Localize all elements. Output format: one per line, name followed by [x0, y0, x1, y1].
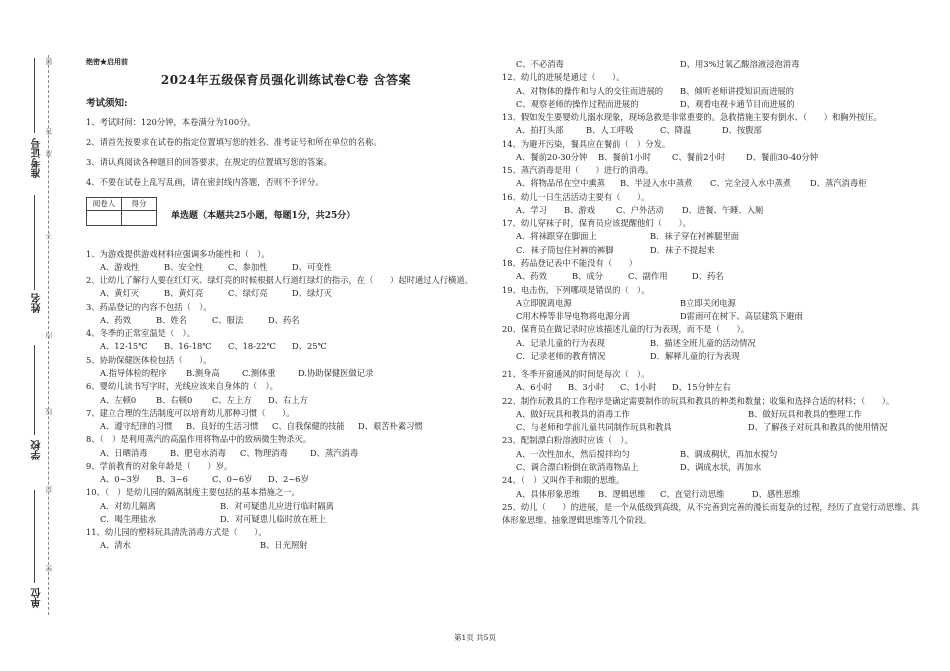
seal-char: 答 — [45, 128, 53, 135]
answer-option[interactable]: D、2~6岁 — [268, 474, 309, 485]
seal-char: 封 — [45, 486, 53, 493]
seal-char: 准 — [45, 150, 53, 157]
secret-mark: 绝密★启用前 — [86, 57, 128, 66]
answer-option[interactable]: C、直觉行动思维 — [660, 488, 725, 499]
question-stem: 9、学前教育的对象年龄是（ ）岁。 — [86, 460, 233, 471]
answer-option[interactable]: B、调成稠状，再加水搅匀 — [680, 448, 778, 459]
notice-item: 1、考试时间：120分钟，本卷满分为100分。 — [86, 116, 256, 127]
question-stem: 22、制作玩教具的工作程序是确定需要制作的玩具和教具的种类和数量；收集和选择合适的材料；（ ）。 — [502, 395, 895, 406]
answer-option[interactable]: C、自我保健的技能 — [272, 421, 345, 432]
field-label-exam-number: 准考证号 — [32, 138, 43, 178]
answer-option[interactable]: D、蒸汽消毒 — [310, 447, 359, 458]
question-stem: 2、让幼儿了解行人要在红灯灭、绿灯亮的时候根据人行道红绿灯的指示，在（ ）起时通过人行横道。 — [86, 275, 473, 286]
answer-option[interactable]: D、绿灯灭 — [292, 288, 332, 299]
answer-option[interactable]: A、遵守纪律的习惯 — [100, 421, 173, 432]
option-row — [516, 230, 927, 243]
page-footer: 第1页 共5页 — [454, 633, 496, 642]
field-label-name: 姓名 — [32, 293, 43, 313]
answer-option[interactable]: C、左上方 — [212, 394, 252, 405]
question-stem: 12、幼儿的进展是通过（ ）。 — [502, 72, 625, 83]
answer-option[interactable]: A、12-15℃ — [100, 341, 148, 352]
answer-option[interactable]: C、户外活动 — [616, 204, 664, 215]
question-stem: 3、药品登记的内容不包括（ ）。 — [86, 301, 212, 312]
answer-option[interactable]: D、按腹部 — [722, 125, 762, 136]
option-row — [516, 85, 927, 98]
answer-option[interactable]: B、餐前1小时 — [598, 151, 651, 162]
option-row — [516, 421, 927, 434]
answer-option[interactable]: D．对可疑患儿临时放在班上 — [220, 513, 327, 524]
option-row — [516, 448, 927, 461]
answer-option[interactable]: B立即关闭电源 — [680, 297, 736, 308]
answer-option[interactable]: A.指导体检的程序 — [100, 368, 167, 379]
seal-char: 密 — [45, 565, 53, 572]
question-stem: 18、药品登记表中不能没有（ ） — [502, 257, 638, 268]
answer-option[interactable]: A、左顿0 — [100, 394, 137, 405]
answer-option[interactable]: D、艰苦朴素习惯 — [358, 421, 423, 432]
left-column — [86, 56, 486, 553]
question-stem: 19、电击伤，下列哪项是错误的（ ）。 — [502, 284, 650, 295]
answer-option[interactable]: A、6小时 — [516, 382, 553, 393]
answer-option[interactable]: D.协助保健医做记录 — [298, 368, 374, 379]
answer-option[interactable]: B、良好的生活习惯 — [186, 421, 259, 432]
answer-option[interactable]: A．对幼儿隔离 — [100, 500, 156, 511]
answer-option[interactable]: C、参加性 — [228, 261, 268, 272]
answer-option[interactable]: A立即脱离电源 — [516, 297, 572, 308]
answer-option[interactable]: C.测体重 — [242, 368, 276, 379]
answer-option[interactable]: B、3~6 — [156, 474, 188, 485]
scorebox-cell[interactable] — [87, 210, 122, 225]
answer-option[interactable]: B、右顿0 — [156, 394, 193, 405]
field-label-unit: 单位 — [32, 588, 43, 608]
option-row — [100, 367, 486, 380]
right-column — [502, 58, 927, 527]
question-stem: 8、（ ）是利用蒸汽的高温作用将物品中的致病微生物杀灭。 — [86, 434, 312, 445]
question-stem: 17、幼儿穿袜子时，保育员应该提醒他们（ ）。 — [502, 218, 691, 229]
question-stem: 11、幼儿园的塑料玩具清洗消毒方式是（ ）。 — [86, 527, 267, 538]
answer-option[interactable]: B、黄灯亮 — [164, 288, 204, 299]
answer-option[interactable]: D雷雨可在树下、高层建筑下避雨 — [680, 311, 803, 322]
question-list-right — [502, 58, 927, 527]
option-row — [516, 124, 927, 137]
option-row — [100, 473, 486, 486]
answer-option[interactable]: C．喝生理盐水 — [100, 513, 157, 524]
option-row — [516, 461, 927, 474]
answer-option[interactable]: D．解释儿童的行为表现 — [650, 350, 740, 361]
answer-option[interactable]: D．袜子不提起来 — [650, 244, 715, 255]
answer-option[interactable]: A、药效 — [516, 271, 547, 282]
answer-option[interactable]: A．记录儿童的行为表现 — [516, 337, 605, 348]
option-row — [100, 513, 486, 526]
answer-option[interactable]: C、餐前2小时 — [672, 151, 726, 162]
question-stem: 10、（ ）是幼儿园的隔离制度主要包括的基本措施之一。 — [86, 487, 300, 498]
option-row — [100, 420, 486, 433]
answer-option[interactable]: D、25℃ — [292, 341, 327, 352]
answer-option[interactable]: C、物理消毒 — [240, 447, 288, 458]
option-row — [516, 177, 927, 190]
section-header — [86, 197, 486, 226]
option-row — [100, 261, 486, 274]
question-stem: 4、冬季的正常室温是（ ）。 — [86, 328, 195, 339]
notice-item: 3、请认真阅读各种题目的回答要求，在规定的位置填写您的答案。 — [86, 157, 332, 168]
answer-option[interactable]: C、18-22℃ — [228, 341, 276, 352]
exam-title: 2024年五级保育员强化训练试卷C卷 含答案 — [160, 73, 412, 88]
answer-option[interactable]: B．对可疑患儿应进行临时隔离 — [220, 500, 334, 511]
question-list-left — [86, 248, 486, 553]
option-row — [516, 488, 927, 501]
answer-option[interactable]: C、服法 — [212, 314, 244, 325]
option-row — [516, 310, 927, 323]
answer-option[interactable]: A、清水 — [100, 540, 131, 551]
question-stem: 5、协助保健医体检包括（ ）。 — [86, 354, 212, 365]
answer-option[interactable]: B、肥皂水消毒 — [170, 447, 226, 458]
scorebox-score: 得分 — [122, 197, 157, 210]
question-stem: 24、（ ）又叫作手和眼的思维。 — [502, 475, 625, 486]
answer-option[interactable]: C、调合漂白粉倒在欲消毒物品上 — [516, 461, 639, 472]
answer-option[interactable]: B．描述全班儿童的活动情况 — [650, 337, 756, 348]
answer-option[interactable]: D、15分钟左右 — [672, 382, 731, 393]
answer-option[interactable]: D、可变性 — [292, 261, 332, 272]
option-row — [100, 314, 486, 327]
answer-option[interactable]: A、学习 — [516, 204, 547, 215]
question-stem: 13、假如发生要婴幼儿溺水现象，现场急救是非常重要的。急救措施主要有倒水、（ ）和胸外按压。 — [502, 112, 882, 123]
option-row — [516, 337, 927, 350]
answer-option[interactable]: B、成分 — [572, 271, 603, 282]
answer-option[interactable]: C、观察老师的操作过程而进展的 — [516, 98, 639, 109]
scorebox-cell[interactable] — [122, 210, 157, 225]
option-row — [100, 340, 486, 353]
answer-option[interactable]: C、副作用 — [628, 271, 668, 282]
answer-option[interactable]: D、蒸汽消毒柜 — [810, 178, 867, 189]
seal-char: 内 — [45, 332, 53, 339]
answer-option[interactable]: D、药名 — [692, 271, 724, 282]
answer-option[interactable]: D、餐前30-40分钟 — [746, 151, 819, 162]
fill-line — [34, 195, 35, 290]
option-row — [100, 500, 486, 513]
question-stem: 6、婴幼儿读书写字时，光线应该来自身体的（ ）。 — [86, 381, 278, 392]
answer-option[interactable]: C、完全浸入水中蒸煮 — [710, 178, 792, 189]
answer-option[interactable]: C、1小时 — [620, 382, 657, 393]
fill-line — [34, 58, 35, 133]
option-row — [100, 447, 486, 460]
answer-option[interactable]: A、对物体的操作和与人的交往而进展的 — [516, 85, 664, 96]
answer-option[interactable]: D、进餐、午睡、入厕 — [682, 204, 764, 215]
question-stem: 20、保育员在做记录时应该描述儿童的行为表现，而不是（ ）。 — [502, 324, 750, 335]
answer-option[interactable]: A．将袜跟穿在脚面上 — [516, 231, 597, 242]
scorebox-grader: 阅卷人 — [87, 197, 122, 210]
question-stem: 16、幼儿一日生活活动主要有（ ）。 — [502, 191, 650, 202]
option-row — [100, 394, 486, 407]
option-row — [516, 270, 927, 283]
answer-option[interactable]: A、一次性加水，然后搅拌均匀 — [516, 448, 630, 459]
question-stem: 21、冬季开窗通风的时间是每次（ ）。 — [502, 369, 650, 380]
answer-option[interactable]: C．袜子筒包住衬裤的裤脚 — [516, 244, 614, 255]
answer-option[interactable]: A、做好玩具和教具的消毒工作 — [516, 408, 630, 419]
notice-item: 4、不要在试卷上乱写乱画，请在密封线内答题，否则不予评分。 — [86, 177, 324, 188]
answer-option[interactable]: B、3小时 — [568, 382, 605, 393]
answer-option[interactable]: A、拍打头部 — [516, 125, 564, 136]
option-row — [516, 98, 927, 111]
seal-char: 题 — [45, 58, 53, 65]
option-row — [516, 408, 927, 421]
answer-option[interactable]: C、不必消毒 — [516, 59, 564, 69]
seal-char: 线 — [45, 408, 53, 415]
answer-option[interactable]: D、用3%过氧乙酸溶液浸泡消毒 — [680, 59, 800, 69]
answer-option[interactable]: D、右上方 — [268, 394, 308, 405]
option-row — [516, 297, 927, 310]
answer-option[interactable]: D、观看电视卡通节目而进展的 — [680, 98, 795, 109]
question-stem: 15、蒸汽消毒是用（ ）进行的消毒。 — [502, 165, 654, 176]
answer-option[interactable]: B、逻辑思维 — [598, 488, 646, 499]
notice-heading: 考试须知: — [86, 98, 128, 110]
score-box — [86, 197, 157, 226]
question-stem: 23、配制漂白粉溶液时应该（ ）。 — [502, 435, 633, 446]
answer-option[interactable]: C．记录老师的教育情况 — [516, 350, 606, 361]
answer-option[interactable]: B、16-18℃ — [164, 341, 212, 352]
answer-option[interactable]: B、游戏 — [564, 204, 595, 215]
answer-option[interactable]: A、0~3岁 — [100, 474, 141, 485]
answer-option[interactable]: A、药效 — [100, 314, 131, 325]
question-stem: 7、建立合理的生活制度可以培育幼儿那种习惯（ ）。 — [86, 407, 295, 418]
answer-option[interactable]: A、游戏性 — [100, 261, 140, 272]
answer-option[interactable]: D、调成水状，再加水 — [680, 461, 762, 472]
question-stem: 1、为游戏提供游戏材料应强调多功能性和（ ）。 — [86, 248, 270, 259]
option-row — [100, 287, 486, 300]
option-row — [516, 381, 927, 394]
answer-option[interactable]: A、具体形象思维 — [516, 488, 581, 499]
seal-char: 不 — [45, 232, 53, 239]
answer-option[interactable]: A、将物品吊在空中熏蒸 — [516, 178, 605, 189]
answer-option[interactable]: B、倾听老师讲授知识而进展的 — [680, 85, 794, 96]
answer-option[interactable]: D、感性思维 — [752, 488, 801, 499]
answer-option[interactable]: B、安全性 — [164, 261, 204, 272]
answer-option[interactable]: C用木棒等非导电物将电源分离 — [516, 311, 631, 322]
question-stem: 14、为避开污染，餐具应在餐前（ ）分发。 — [502, 138, 671, 149]
answer-option[interactable]: C、绿灯亮 — [228, 288, 268, 299]
option-row — [516, 151, 927, 164]
answer-option[interactable]: B．袜子穿在衬裤腿里面 — [650, 231, 740, 242]
option-row — [516, 350, 927, 363]
answer-option[interactable]: B、姓名 — [156, 314, 187, 325]
field-label-school: 学校 — [32, 440, 43, 460]
fill-line — [34, 345, 35, 435]
answer-option[interactable]: B.测身高 — [186, 368, 220, 379]
answer-option[interactable]: B、做好玩具和教具的整理工作 — [748, 408, 862, 419]
answer-option[interactable]: C、0~6岁 — [212, 474, 253, 485]
answer-option[interactable]: B、人工呼吸 — [586, 125, 634, 136]
option-row — [100, 539, 486, 552]
binding-margin — [0, 0, 60, 671]
answer-option[interactable]: B、日光照射 — [260, 540, 308, 551]
option-row — [516, 244, 927, 257]
answer-option[interactable]: B、半浸入水中蒸煮 — [620, 178, 693, 189]
answer-option[interactable]: A、黄灯灭 — [100, 288, 140, 299]
answer-option[interactable]: A、餐前20-30分钟 — [516, 151, 588, 162]
question-stem: 25、幼儿（ ）的进展，是一个从低级到高级，从不完善到完善的漫长而复杂的过程，经历了直觉行动思维、具体形象思维、抽象逻辑思维等几个阶段。 — [502, 501, 920, 526]
answer-option[interactable]: D、药名 — [268, 314, 300, 325]
answer-option[interactable]: C、与老师和学前儿童共同制作玩具和教具 — [516, 422, 672, 433]
option-row — [516, 204, 927, 217]
answer-option[interactable]: C、降温 — [660, 125, 692, 136]
notice-item: 2、请首先按要求在试卷的指定位置填写您的姓名、准考证号和所在单位的名称。 — [86, 136, 382, 147]
fill-line — [34, 490, 35, 583]
option-row — [516, 58, 927, 71]
answer-option[interactable]: A、日晒消毒 — [100, 447, 148, 458]
section-title: 单选题（本题共25小题，每题1分，共25分） — [171, 210, 356, 221]
answer-option[interactable]: D、了解孩子对玩具和教具的使用情况 — [748, 422, 888, 433]
